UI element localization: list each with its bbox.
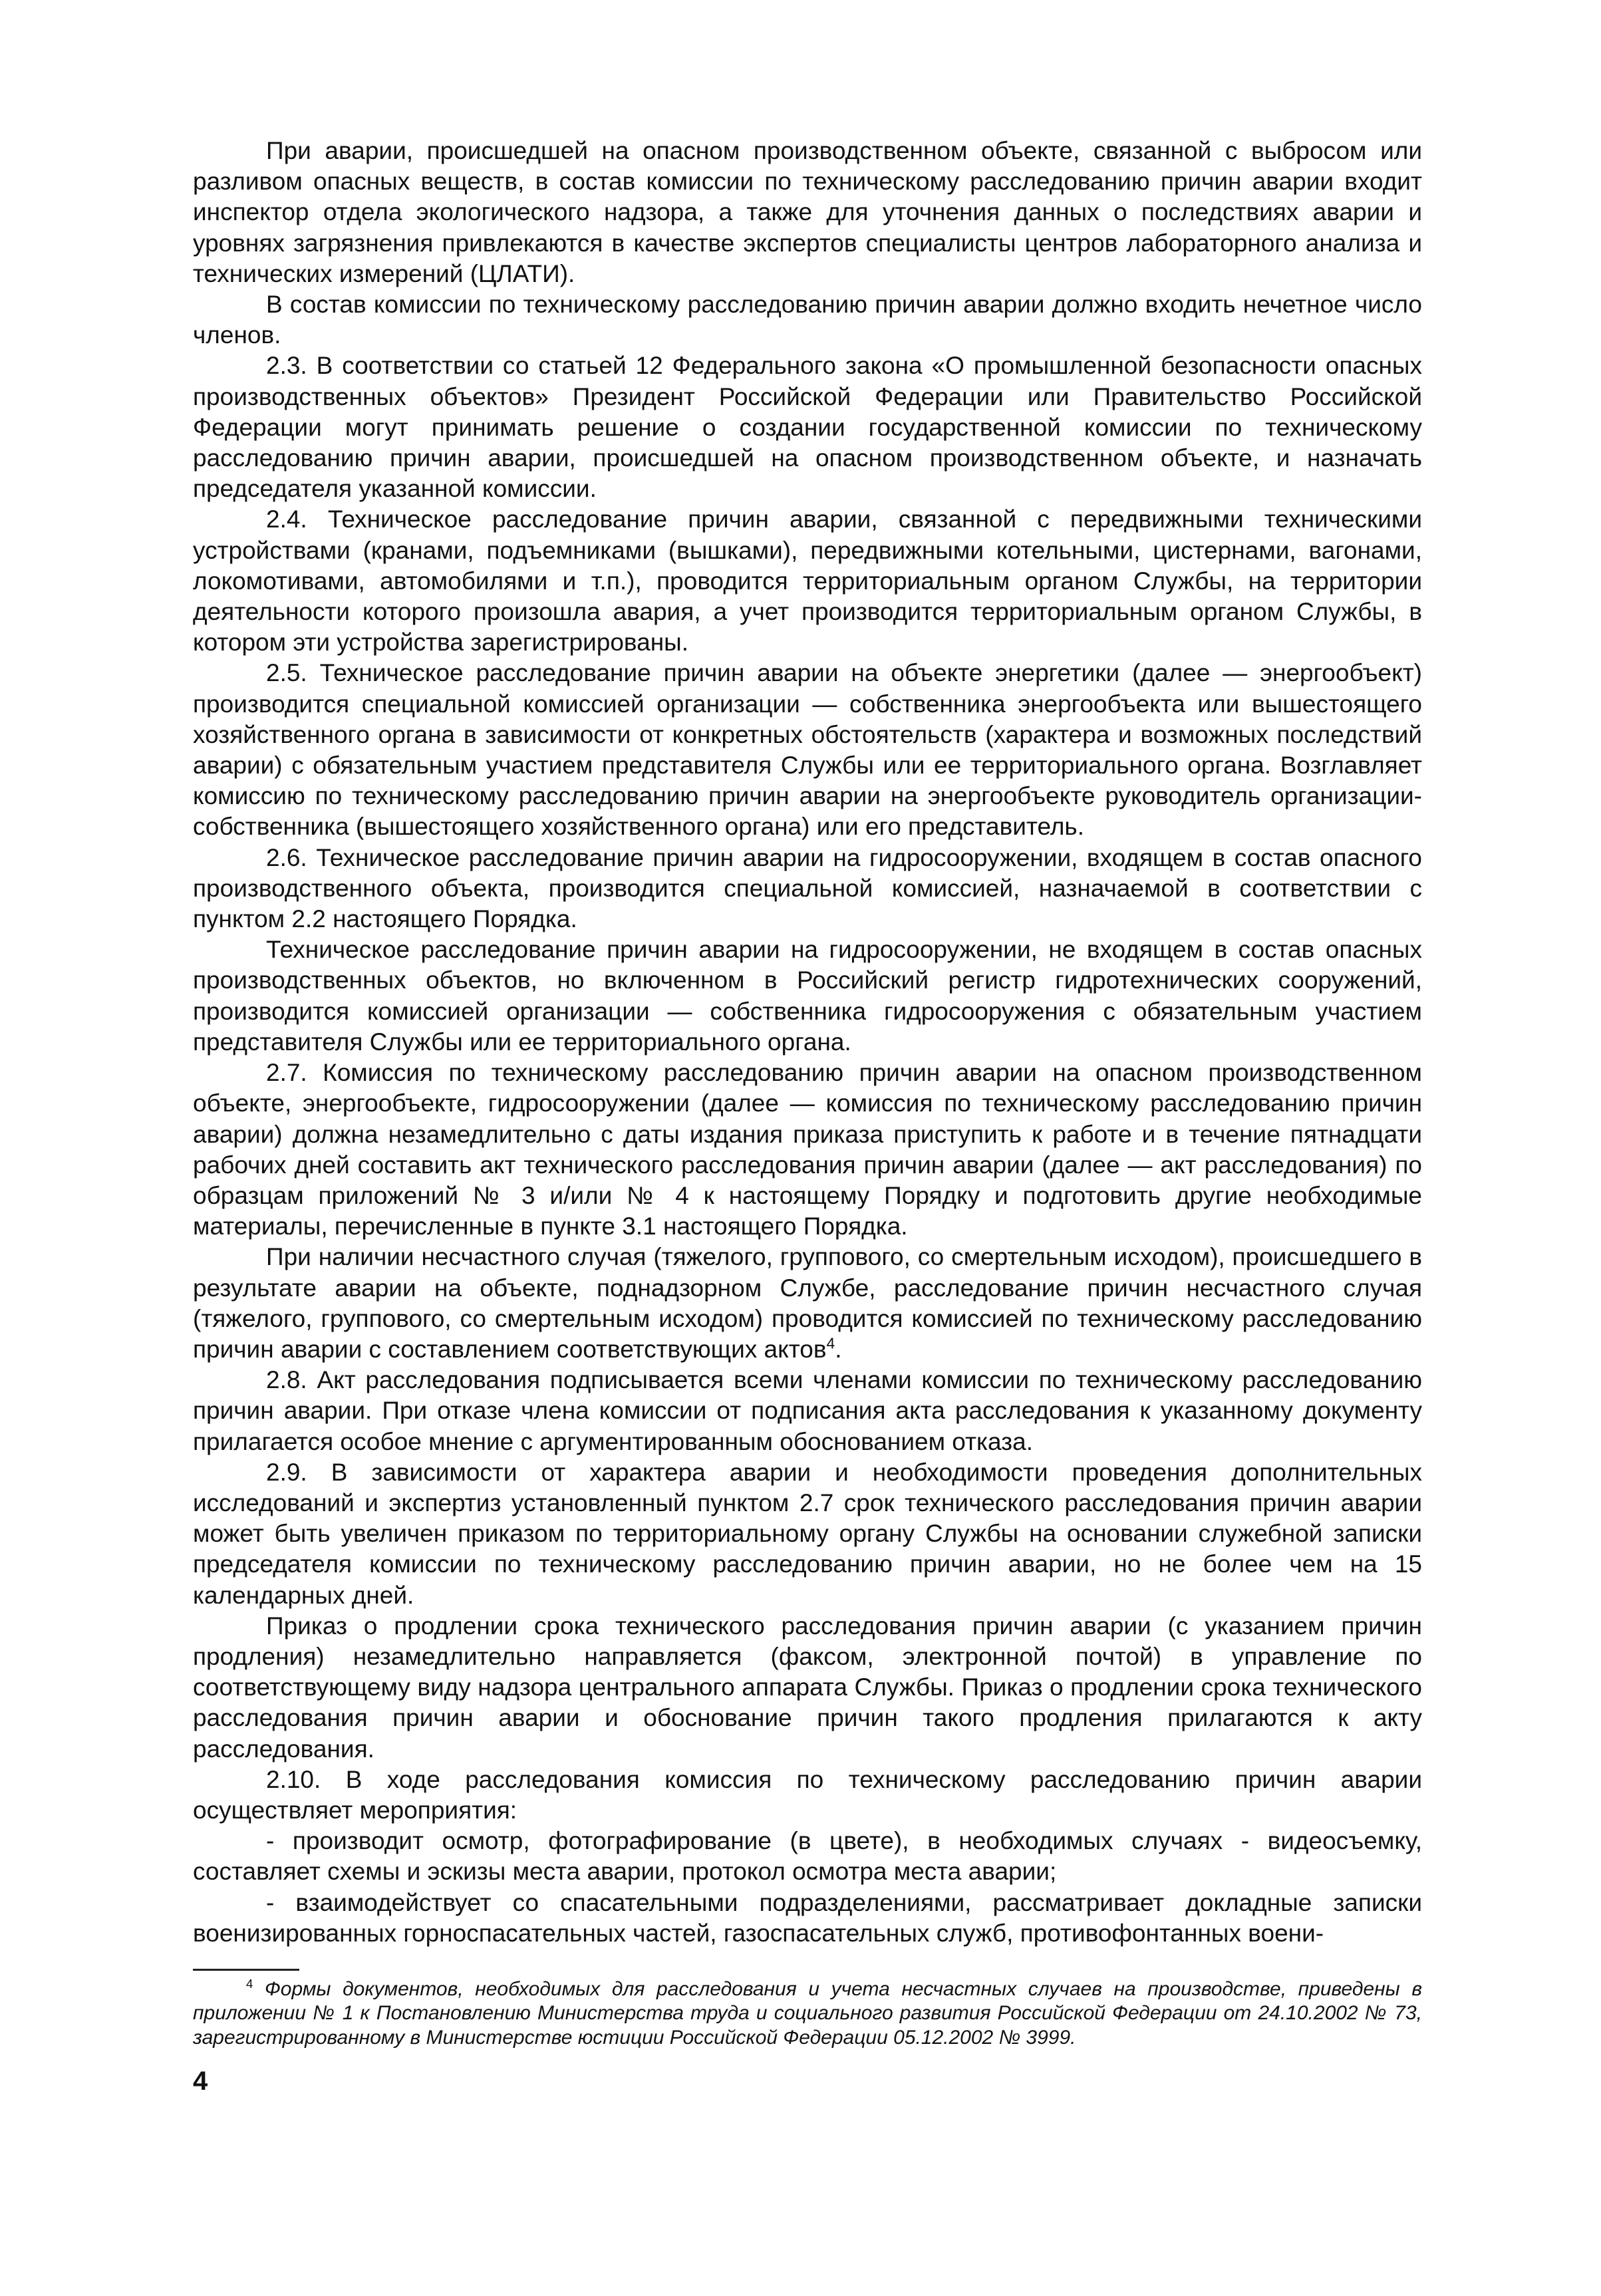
paragraph-2-7: 2.7. Комиссия по техническому расследованию причин аварии на опасном производственном объекте, энергообъекте, гидросооружении (далее — комиссия по техническому расследованию причин аварии) должна незамедлительно с даты издания приказа приступить к работе и в течение пятнадцати рабочих дней составить акт технического расследования причин аварии (далее — акт расследования) по образцам приложений № 3 и/или № 4 к настоящему Порядку и подготовить другие необходимые материалы, перечисленные в пункте 3.1 настоящего Порядка. <box>193 1059 1422 1240</box>
footnote <box>193 1977 1422 2051</box>
paragraph-ecology-inspector: При аварии, происшедшей на опасном производственном объекте, связанной с выбросом или разливом опасных веществ, в состав комиссии по техническому расследованию причин аварии входит инспектор отдела экологического надзора, а также для уточнения данных о последствиях аварии и уровнях загрязнения привлекаются в качестве экспертов специалисты центров лабораторного анализа и технических измерений (ЦЛАТИ). <box>193 137 1422 287</box>
list-item-inspection: - производит осмотр, фотографирование (в цвете), в необходимых случаях - видеосъемку, составляет схемы и эскизы места аварии, протокол осмотра места аварии; <box>193 1827 1422 1886</box>
paragraph-extension-order: Приказ о продлении срока технического расследования причин аварии (с указанием причин продления) незамедлительно направляется (факсом, электронной почтой) в управление по соответствующему виду надзора центрального аппарата Службы. Приказ о продлении срока технического расследования причин аварии и обоснование причин такого продления прилагаются к акту расследования. <box>193 1612 1422 1763</box>
paragraph-odd-members: В состав комиссии по техническому расследованию причин аварии должно входить нечетное число членов. <box>193 291 1422 349</box>
document-page <box>193 136 1422 2096</box>
document-body <box>193 136 1422 1949</box>
list-item-rescue-units: - взаимодействует со спасательными подразделениями, рассматривает докладные записки военизированных горноспасательных частей, газоспасательных служб, противофонтанных воени- <box>193 1888 1422 1947</box>
footnote-mark: 4 <box>246 1976 253 1991</box>
paragraph-2-8: 2.8. Акт расследования подписывается всеми членами комиссии по техническому расследованию причин аварии. При отказе члена комиссии от подписания акта расследования к указанному документу прилагается особое мнение с аргументированным обоснованием отказа. <box>193 1366 1422 1455</box>
paragraph-2-4: 2.4. Техническое расследование причин аварии, связанной с передвижными техническими устройствами (кранами, подъемниками (вышками), передвижными котельными, цистернами, вагонами, локомотивами, автомобилями и т.п.), проводится территориальным органом Службы, на территории деятельности которого произошла авария, а учет производится территориальным органом Службы, в котором эти устройства зарегистрированы. <box>193 505 1422 656</box>
footnote-text: $^4$ Формы документов, необходимых для расследования и учета несчастных случаев на производстве, приведены в приложении № 1 к Постановлению Министерства труда и социального развития Российской Федерации от 24.10.2002 № 73, зарегистрированному в Министерстве юстиции Российской Федерации 05.12.2002 № 3999. <box>193 1976 1422 2049</box>
paragraph-2-5: 2.5. Техническое расследование причин аварии на объекте энергетики (далее — энергообъект) производится специальной комиссией организации — собственника энергообъекта или вышестоящего хозяйственного органа в зависимости от конкретных обстоятельств (характера и возможных последствий аварии) с обязательным участием представителя Службы или ее территориального органа. Возглавляет комиссию по техническому расследованию причин аварии на энергообъекте руководитель организации-собственника (вышестоящего хозяйственного органа) или его представитель. <box>193 659 1422 841</box>
page-number: 4 <box>193 2067 208 2096</box>
paragraph-2-10: 2.10. В ходе расследования комиссия по техническому расследованию причин аварии осуществляет мероприятия: <box>193 1765 1422 1824</box>
footnote-separator <box>193 1969 299 1971</box>
paragraph-2-3: 2.3. В соответствии со статьей 12 Федерального закона «О промышленной безопасности опасных производственных объектов» Президент Российской Федерации или Правительство Российской Федерации могут принимать решение о создании государственной комиссии по техническому расследованию причин аварии, происшедшей на опасном производственном объекте, и назначать председателя указанной комиссии. <box>193 352 1422 503</box>
paragraph-2-9: 2.9. В зависимости от характера аварии и необходимости проведения дополнительных исследований и экспертиз установленный пунктом 2.7 срок технического расследования причин аварии может быть увеличен приказом по территориальному органу Службы на основании служебной записки председателя комиссии по техническому расследованию причин аварии, но не более чем на 15 календарных дней. <box>193 1458 1422 1609</box>
footnote-reference[interactable]: 4 <box>826 1334 835 1352</box>
paragraph-accident-injury: При наличии несчастного случая (тяжелого, группового, со смертельным исходом), происшедшего в результате аварии на объекте, поднадзорном Службе, расследование причин несчастного случая (тяжелого, группового, со смертельным исходом) проводится комиссией по техническому расследованию причин аварии с составлением соответствующих актов$^4$. <box>193 1243 1422 1363</box>
paragraph-2-6: 2.6. Техническое расследование причин аварии на гидросооружении, входящем в состав опасного производственного объекта, производится специальной комиссией, назначаемой в соответствии с пунктом 2.2 настоящего Порядка. <box>193 843 1422 933</box>
paragraph-hydro-register: Техническое расследование причин аварии на гидросооружении, не входящем в состав опасных производственных объектов, но включенном в Российский регистр гидротехнических сооружений, производится комиссией организации — собственника гидросооружения с обязательным участием представителя Службы или ее территориального органа. <box>193 936 1422 1056</box>
